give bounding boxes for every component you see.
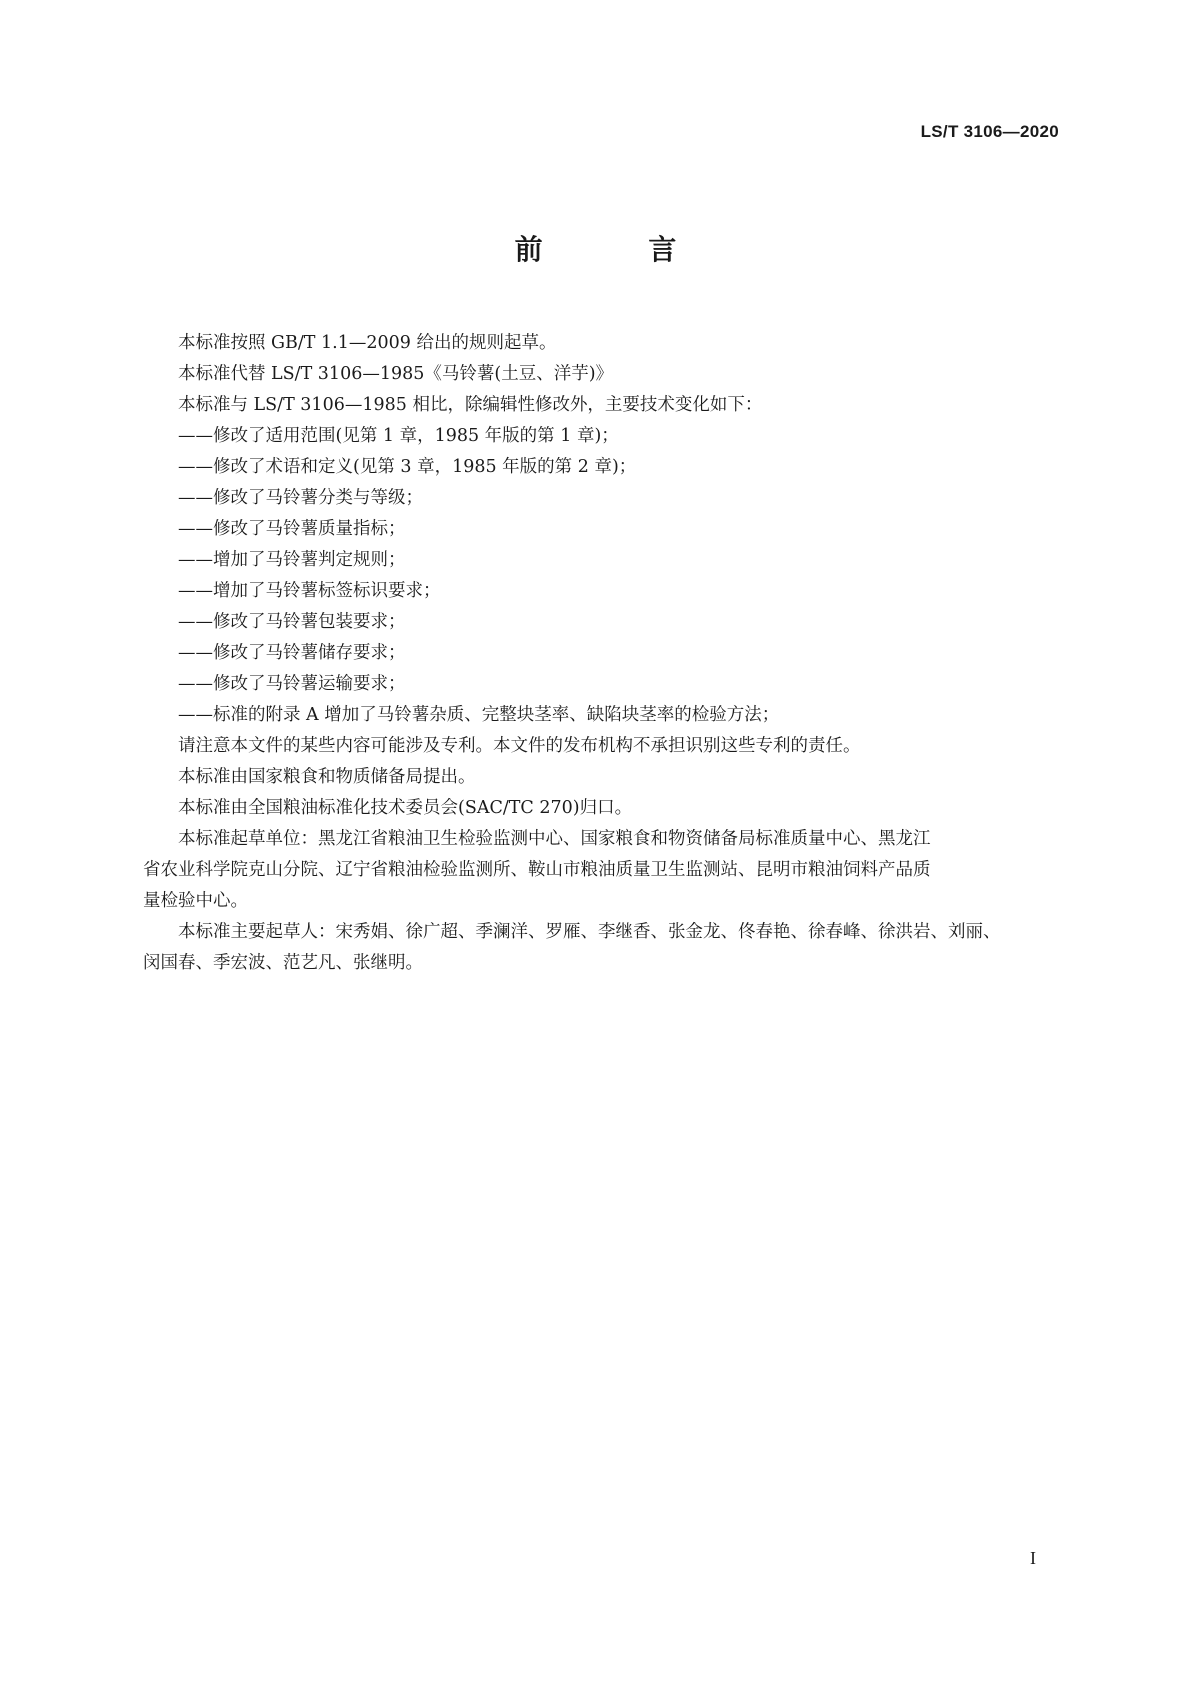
paragraph-line: 省农业科学院克山分院、辽宁省粮油检验监测所、鞍山市粮油质量卫生监测站、昆明市粮油饲料产品质	[143, 860, 931, 880]
paragraph: 本标准按照 GB/T 1.1—2009 给出的规则起草。	[178, 333, 557, 353]
paragraph-line: 本标准主要起草人：宋秀娟、徐广超、季澜洋、罗雁、李继香、张金龙、佟春艳、徐春峰、徐洪岩、刘丽、	[178, 922, 1001, 942]
list-item: ——修改了术语和定义(见第 3 章，1985 年版的第 2 章)；	[178, 457, 637, 477]
list-item: ——修改了马铃薯包装要求；	[178, 612, 406, 632]
paragraph: 本标准与 LS/T 3106—1985 相比，除编辑性修改外，主要技术变化如下：	[178, 395, 763, 415]
paragraph-line: 本标准起草单位：黑龙江省粮油卫生检验监测中心、国家粮食和物资储备局标准质量中心、黑龙江	[178, 829, 931, 849]
paragraph-line: 量检验中心。	[143, 891, 248, 911]
paragraph: 本标准代替 LS/T 3106—1985《马铃薯(土豆、洋芋)》	[178, 364, 614, 384]
paragraph: 请注意本文件的某些内容可能涉及专利。本文件的发布机构不承担识别这些专利的责任。	[178, 736, 861, 756]
foreword-body	[143, 328, 1063, 979]
list-item: ——修改了适用范围(见第 1 章，1985 年版的第 1 章)；	[178, 426, 619, 446]
list-item: ——增加了马铃薯标签标识要求；	[178, 581, 441, 601]
list-item: ——修改了马铃薯分类与等级；	[178, 488, 423, 508]
paragraph-line: 闵国春、季宏波、范艺凡、张继明。	[143, 953, 423, 973]
list-item: ——修改了马铃薯质量指标；	[178, 519, 406, 539]
page-number: I	[1030, 1548, 1036, 1568]
list-item: ——标准的附录 A 增加了马铃薯杂质、完整块茎率、缺陷块茎率的检验方法；	[178, 705, 780, 725]
list-item: ——修改了马铃薯储存要求；	[178, 643, 406, 663]
list-item: ——修改了马铃薯运输要求；	[178, 674, 406, 694]
page-title: 前 言	[514, 233, 725, 266]
standard-code: LS/T 3106—2020	[920, 122, 1059, 141]
paragraph: 本标准由国家粮食和物质储备局提出。	[178, 767, 476, 787]
list-item: ——增加了马铃薯判定规则；	[178, 550, 406, 570]
paragraph: 本标准由全国粮油标准化技术委员会(SAC/TC 270)归口。	[178, 798, 633, 818]
